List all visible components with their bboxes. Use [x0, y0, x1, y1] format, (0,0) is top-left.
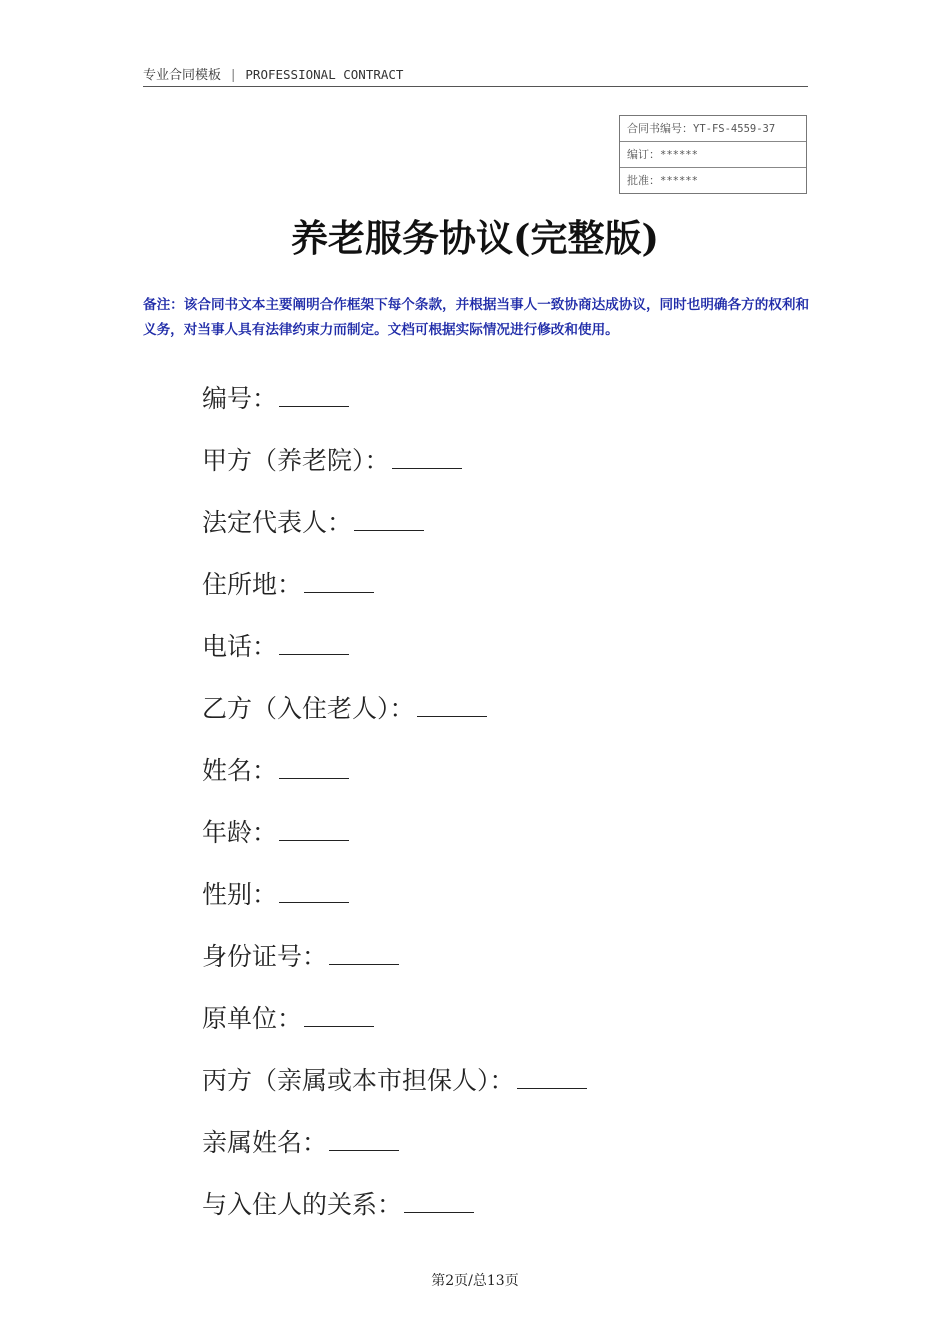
fill-blank[interactable] — [404, 1186, 474, 1213]
field-age — [202, 813, 802, 875]
field-label: 与入住人的关系： — [202, 1190, 403, 1219]
fill-blank[interactable] — [279, 814, 349, 841]
fill-blank[interactable] — [279, 628, 349, 655]
approve-value: ****** — [660, 175, 698, 187]
field-label: 亲属姓名： — [202, 1128, 328, 1157]
field-legal-representative — [202, 503, 802, 565]
field-label: 姓名： — [202, 756, 278, 785]
field-label: 编号： — [202, 384, 278, 413]
fill-blank[interactable] — [279, 876, 349, 903]
field-gender — [202, 875, 802, 937]
field-label: 年龄： — [202, 818, 278, 847]
field-party-c — [202, 1061, 802, 1123]
field-address — [202, 565, 802, 627]
field-label: 身份证号： — [202, 942, 328, 971]
field-label: 法定代表人： — [202, 508, 353, 537]
field-label: 丙方（亲属或本市担保人）： — [202, 1066, 515, 1095]
fill-blank[interactable] — [417, 690, 487, 717]
field-id-number — [202, 937, 802, 999]
fill-blank[interactable] — [354, 504, 424, 531]
page-footer: 第2页/总13页 — [431, 1273, 519, 1289]
fill-blank[interactable] — [329, 1124, 399, 1151]
field-former-employer — [202, 999, 802, 1061]
approve-label: 批准： — [627, 174, 660, 187]
fill-blank[interactable] — [304, 566, 374, 593]
contract-number-row — [620, 116, 806, 142]
field-number — [202, 379, 802, 441]
fill-blank[interactable] — [329, 938, 399, 965]
page-header — [143, 64, 808, 87]
header-left-text: 专业合同模板 — [143, 68, 222, 83]
fill-blank[interactable] — [279, 380, 349, 407]
fill-blank[interactable] — [304, 1000, 374, 1027]
field-relationship — [202, 1185, 802, 1247]
compile-value: ****** — [660, 149, 698, 161]
contract-meta-box — [619, 115, 807, 194]
approve-row — [620, 168, 806, 193]
field-label: 电话： — [202, 632, 278, 661]
document-title: 养老服务协议(完整版) — [290, 216, 659, 260]
field-relative-name — [202, 1123, 802, 1185]
compile-label: 编订： — [627, 148, 660, 161]
contract-number-label: 合同书编号： — [627, 122, 693, 135]
fill-blank[interactable] — [279, 752, 349, 779]
fill-blank[interactable] — [392, 442, 462, 469]
header-right-text: PROFESSIONAL CONTRACT — [245, 67, 404, 82]
field-party-a — [202, 441, 802, 503]
header-separator: | — [231, 68, 236, 83]
contract-fields — [202, 379, 802, 1247]
field-phone — [202, 627, 802, 689]
field-label: 原单位： — [202, 1004, 303, 1033]
field-name — [202, 751, 802, 813]
compile-row — [620, 142, 806, 168]
field-label: 甲方（养老院）： — [202, 446, 390, 475]
contract-number-value: YT-FS-4559-37 — [693, 123, 776, 135]
field-label: 性别： — [202, 880, 278, 909]
field-label: 乙方（入住老人）： — [202, 694, 415, 723]
field-label: 住所地： — [202, 570, 303, 599]
remark-paragraph: 备注：该合同书文本主要阐明合作框架下每个条款，并根据当事人一致协商达成协议，同时也明确各方的权利和义务，对当事人具有法律约束力而制定。文档可根据实际情况进行修改和使用。 — [143, 297, 810, 338]
fill-blank[interactable] — [517, 1062, 587, 1089]
field-party-b — [202, 689, 802, 751]
